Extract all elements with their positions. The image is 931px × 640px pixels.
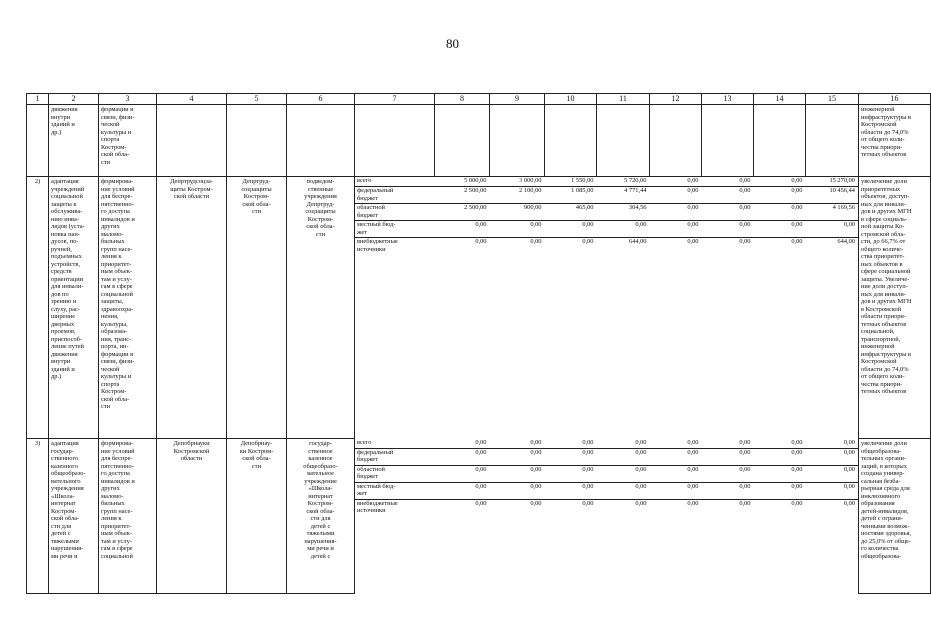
table-row bbox=[27, 177, 931, 439]
amount-value: 0,00 bbox=[754, 449, 806, 466]
amount-value: 0,00 bbox=[597, 439, 650, 449]
column-header-4: 4 bbox=[157, 94, 227, 105]
amount-value: 4 771,44 bbox=[597, 187, 650, 204]
amount-value: 2 500,00 bbox=[435, 204, 490, 221]
amount-value: 1 085,00 bbox=[545, 187, 597, 204]
amount-value: 0,00 bbox=[530, 499, 542, 507]
cell-result: инженерной инфраструктуры в Костромской области до 74,0% от общего коли- чества приори- тетных объектов bbox=[859, 105, 931, 177]
amount-value: 0,00 bbox=[650, 449, 702, 466]
amount-value: 0,00 bbox=[754, 187, 806, 204]
cell-goal: формации и связи, физи- ческой культуры и спорта Костром- ской обла- сти bbox=[99, 105, 157, 177]
column-header-11: 11 bbox=[597, 94, 650, 105]
cell-result: увеличение доли общеобразова- тельных органи- заций, в которых создана универ- сальная безба- рьерная среда для инклюзивного образования детей-инвалидов, детей с ограни- ченными возмож- ностями здоровья, до 25,0% от обще- го количества общеобразова- bbox=[859, 439, 931, 594]
column-header-10: 10 bbox=[545, 94, 597, 105]
program-table bbox=[26, 93, 931, 594]
amount-value: 0,00 bbox=[687, 238, 699, 245]
amount-value: 0,00 bbox=[754, 439, 806, 449]
cell-amount-col-10 bbox=[545, 439, 597, 594]
page-number: 80 bbox=[446, 36, 459, 51]
source-name: внебюджетные источники bbox=[357, 499, 398, 514]
amount-value: 0,00 bbox=[754, 177, 806, 187]
cell-executor: Депобрнау- ки Костром- ской обла- сти bbox=[227, 439, 287, 594]
source-name: всего bbox=[355, 177, 435, 187]
amount-value: 0,00 bbox=[754, 221, 806, 238]
cell-amount-col-15 bbox=[806, 439, 859, 594]
amount-value: 0,00 bbox=[490, 449, 545, 466]
continuation-row bbox=[27, 105, 931, 177]
cell-source-list bbox=[355, 177, 435, 439]
amount-value: 0,00 bbox=[702, 439, 754, 449]
header-row bbox=[27, 94, 931, 105]
amount-value: 644,00 bbox=[628, 238, 647, 245]
cell-source bbox=[355, 105, 435, 177]
source-name: местный бюд- жет bbox=[355, 483, 435, 500]
amount-value: 15 270,00 bbox=[806, 177, 859, 187]
amount-value: 0,00 bbox=[490, 483, 545, 500]
amount-value: 900,00 bbox=[490, 204, 545, 221]
cell-amount-col-9 bbox=[490, 439, 545, 594]
amount-value: 0,00 bbox=[702, 466, 754, 483]
cell-executor: Депртруд- соцзащиты Костром- ской обла- сти bbox=[227, 177, 287, 439]
amount-value: 0,00 bbox=[597, 449, 650, 466]
amount-value: 0,00 bbox=[650, 221, 702, 238]
amount-value: 5 000,00 bbox=[435, 177, 490, 187]
amount-value: 0,00 bbox=[687, 499, 699, 507]
cell-result: увеличение доли приоритетных объектов, доступ- ных для инвали- дов и других МГН в сфере социаль- ной защиты Ко- стромской обла- сти, до 66,7% от общего количе- ства приоритет- ных объектов в сфере социальной защиты. Увеличе- ние доли доступ- ных для инвали- дов и других МГН в Костромской области приори- тетных объектов социальной, транспортной, инженерной инфраструктуры в Костромской области до 74,0% от общего коли- чества приори- тетных объектов bbox=[859, 177, 931, 439]
cell-amount-col-9 bbox=[490, 177, 545, 439]
column-header-13: 13 bbox=[702, 94, 754, 105]
cell-amount-col-11 bbox=[597, 439, 650, 594]
amount-value: 0,00 bbox=[475, 238, 487, 245]
cell-amount-col-8 bbox=[435, 177, 490, 439]
amount-value: 0,00 bbox=[530, 238, 542, 245]
amount-value: 0,00 bbox=[650, 204, 702, 221]
column-header-7: 7 bbox=[355, 94, 435, 105]
amount-value: 0,00 bbox=[435, 483, 490, 500]
cell-organizer: Депобрнауки Костромской области bbox=[157, 439, 227, 594]
amount-value: 644,00 bbox=[837, 238, 855, 245]
amount-value: 0,00 bbox=[739, 238, 751, 245]
amount-value: 0,00 bbox=[435, 466, 490, 483]
column-header-12: 12 bbox=[650, 94, 702, 105]
cell-amount-col-8 bbox=[435, 439, 490, 594]
amount-value: 0,00 bbox=[754, 483, 806, 500]
amount-value: 0,00 bbox=[582, 238, 594, 245]
source-name: федеральный бюджет bbox=[355, 449, 435, 466]
amount-value: 2 100,00 bbox=[490, 187, 545, 204]
amount-value: 0,00 bbox=[739, 499, 751, 507]
column-header-15: 15 bbox=[806, 94, 859, 105]
table-row bbox=[27, 439, 931, 594]
cell-no: 2) bbox=[27, 177, 49, 439]
amount-value: 0,00 bbox=[843, 499, 855, 507]
source-name: внебюджетные источники bbox=[357, 238, 398, 253]
amount-value: 0,00 bbox=[490, 221, 545, 238]
cell-organizer: Депртрудсоцза- щиты Костром- ской области bbox=[157, 177, 227, 439]
cell-participant: подведом- ственные учреждения Депртруд- соцзащиты Костром- ской обла- сти bbox=[287, 177, 355, 439]
cell-amount-col-11 bbox=[597, 177, 650, 439]
cell-no bbox=[27, 105, 49, 177]
amount-value: 0,00 bbox=[490, 466, 545, 483]
column-header-1: 1 bbox=[27, 94, 49, 105]
column-header-16: 16 bbox=[859, 94, 931, 105]
amount-value: 0,00 bbox=[435, 449, 490, 466]
amount-value: 0,00 bbox=[545, 466, 597, 483]
cell-measure: адаптация учреждений социальной защиты к обслужива- нию инва- лидов (уста- новка пан- дусов, по- ручней, подъемных устройств, средств ориентации для инвали- дов по зрению и слуху, рас- ширение дверных проемов, приспособ- ление путей движения внутри зданий и др.) bbox=[49, 177, 99, 439]
cell-amount-col-14 bbox=[754, 439, 806, 594]
amount-value: 5 720,00 bbox=[597, 177, 650, 187]
amount-value: 4 169,56 bbox=[806, 204, 859, 221]
amount-value: 0,00 bbox=[791, 499, 803, 507]
amount-value: 304,56 bbox=[597, 204, 650, 221]
amount-value: 0,00 bbox=[702, 221, 754, 238]
column-header-2: 2 bbox=[49, 94, 99, 105]
amount-value: 0,00 bbox=[435, 221, 490, 238]
amount-value: 0,00 bbox=[597, 466, 650, 483]
amount-value: 1 550,00 bbox=[545, 177, 597, 187]
source-name: областной бюджет bbox=[355, 466, 435, 483]
amount-value: 0,00 bbox=[545, 439, 597, 449]
cell-participant bbox=[287, 105, 355, 177]
source-name: областной бюджет bbox=[355, 204, 435, 221]
amount-value: 3 000,00 bbox=[490, 177, 545, 187]
amount-value: 0,00 bbox=[791, 238, 803, 245]
cell-measure: адаптация государ- ственного казенного общеобразо- вательного учреждения «Школа- интернат Костром- ской обла- сти для детей с тяжелыми нарушения- ми речи и bbox=[49, 439, 99, 594]
amount-value: 0,00 bbox=[702, 187, 754, 204]
amount-value: 0,00 bbox=[806, 221, 859, 238]
cell-amount-col-14 bbox=[754, 177, 806, 439]
amount-value: 0,00 bbox=[582, 499, 594, 507]
column-header-3: 3 bbox=[99, 94, 157, 105]
amount-value: 0,00 bbox=[435, 439, 490, 449]
amount-value: 0,00 bbox=[806, 483, 859, 500]
amount-value: 0,00 bbox=[635, 499, 647, 507]
cell-amount-col-10 bbox=[545, 177, 597, 439]
amount-value: 0,00 bbox=[702, 204, 754, 221]
cell-executor bbox=[227, 105, 287, 177]
cell-amount-col-12 bbox=[650, 177, 702, 439]
cell-amount-col-12 bbox=[650, 439, 702, 594]
cell-amount-col-13 bbox=[702, 439, 754, 594]
amount-value: 0,00 bbox=[545, 221, 597, 238]
amount-value: 0,00 bbox=[650, 187, 702, 204]
column-header-5: 5 bbox=[227, 94, 287, 105]
column-header-8: 8 bbox=[435, 94, 490, 105]
amount-value: 0,00 bbox=[545, 449, 597, 466]
amount-value: 0,00 bbox=[754, 466, 806, 483]
cell-measure: движения внутри зданий и др.) bbox=[49, 105, 99, 177]
cell-amount-col-13 bbox=[702, 177, 754, 439]
column-header-14: 14 bbox=[754, 94, 806, 105]
amount-value: 10 456,44 bbox=[806, 187, 859, 204]
amount-value: 0,00 bbox=[806, 466, 859, 483]
amount-value: 0,00 bbox=[806, 449, 859, 466]
amount-value: 0,00 bbox=[702, 449, 754, 466]
amount-value: 0,00 bbox=[650, 439, 702, 449]
amount-value: 0,00 bbox=[597, 221, 650, 238]
cell-goal: формирова- ние условий для беспре- пятственно- го доступа инвалидов и других маломо- бильных групп насе- ления к приоритет- ным объек- там и услу- гам в сфере социальной bbox=[99, 439, 157, 594]
source-name: всего bbox=[355, 439, 435, 449]
amount-value: 2 500,00 bbox=[435, 187, 490, 204]
column-header-9: 9 bbox=[490, 94, 545, 105]
cell-amount-col-15 bbox=[806, 177, 859, 439]
source-name: местный бюд- жет bbox=[355, 221, 435, 238]
amount-value: 0,00 bbox=[545, 483, 597, 500]
cell-goal: формирова- ние условий для беспре- пятственно- го доступа инвалидов и других маломо- бильных групп насе- ления к приоритет- ным объек- там и услу- гам в сфере социальной защиты, здравоохра- нения, культуры, образова- ния, транс- порта, ин- формации и связи, физи- ческой культуры и спорта Костром- ской обла- сти bbox=[99, 177, 157, 439]
amount-value: 0,00 bbox=[597, 483, 650, 500]
source-name: федеральный бюджет bbox=[355, 187, 435, 204]
cell-no: 3) bbox=[27, 439, 49, 594]
amount-value: 0,00 bbox=[702, 177, 754, 187]
amount-value: 0,00 bbox=[702, 483, 754, 500]
amount-value: 0,00 bbox=[806, 439, 859, 449]
column-header-6: 6 bbox=[287, 94, 355, 105]
amount-value: 0,00 bbox=[650, 483, 702, 500]
amount-value: 0,00 bbox=[650, 177, 702, 187]
cell-source-list bbox=[355, 439, 435, 594]
amount-value: 465,00 bbox=[545, 204, 597, 221]
cell-organizer bbox=[157, 105, 227, 177]
cell-participant: государ- ственное казенное общеобразо- вательное учреждение «Школа- интернат Костром- ской обла- сти для детей с тяжелыми нарушения- ми речи и детей с bbox=[287, 439, 355, 594]
amount-value: 0,00 bbox=[490, 439, 545, 449]
amount-value: 0,00 bbox=[754, 204, 806, 221]
amount-value: 0,00 bbox=[475, 499, 487, 507]
amount-value: 0,00 bbox=[650, 466, 702, 483]
